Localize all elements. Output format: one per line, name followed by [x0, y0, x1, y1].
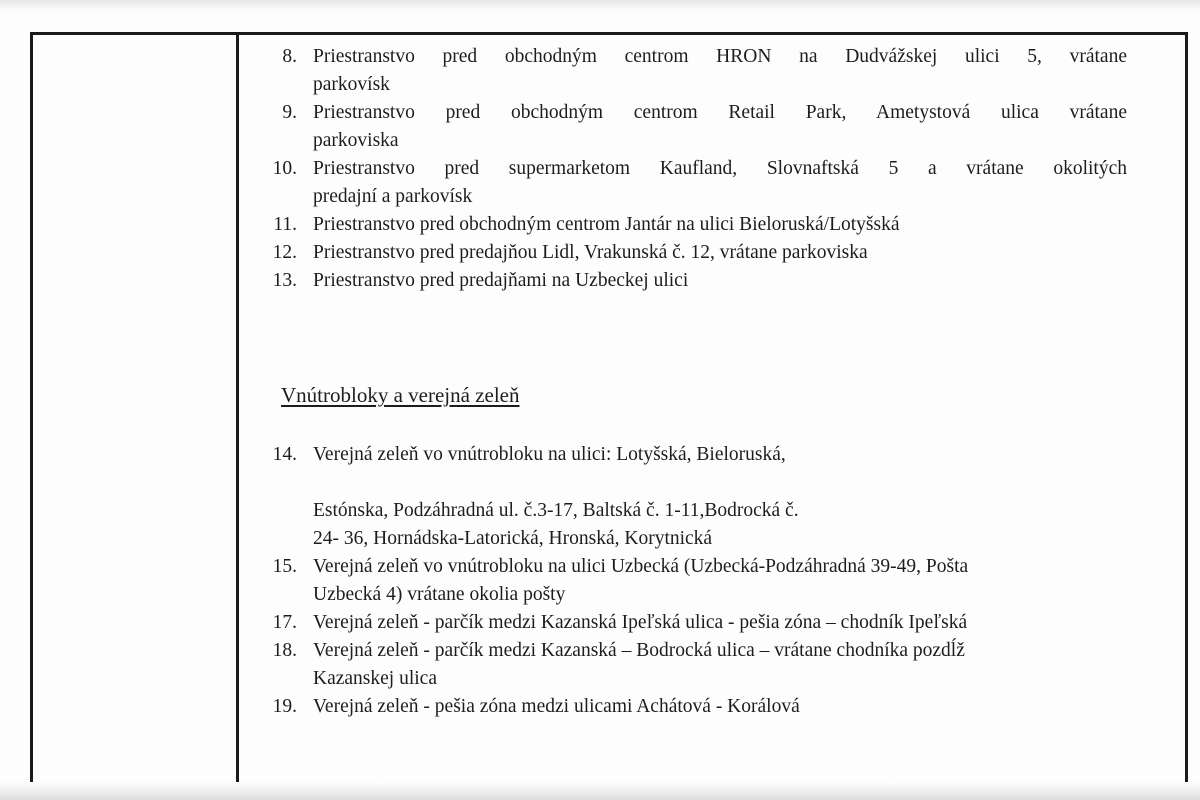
list-item [267, 609, 1147, 637]
list-item-text [313, 637, 1147, 693]
list-item-line: parkovísk [313, 74, 390, 95]
list-item [267, 211, 1127, 239]
document-content [239, 35, 1185, 721]
list-item-number: 18. [272, 640, 297, 661]
list-item-line: Verejná zeleň - parčík medzi Kazanská Ipeľská ulica - pešia zóna – chodník Ipeľská [313, 612, 968, 633]
list-section-two [267, 441, 1147, 721]
list-item [267, 99, 1127, 155]
list-item [267, 43, 1127, 99]
list-item [267, 553, 1147, 609]
list-item-line: Verejná zeleň vo vnútrobloku na ulici Uzbecká (Uzbecká-Podzáhradná 39-49, Pošta [313, 556, 969, 577]
list-item-line: Verejná zeleň - parčík medzi Kazanská – Bodrocká ulica – vrátane chodníka pozdĺž [313, 640, 965, 661]
list-item-text [313, 441, 1147, 553]
section-spacer [267, 295, 1167, 381]
list-item-number: 9. [282, 102, 297, 123]
list-item-text [313, 211, 1127, 239]
list-item-text [313, 267, 1127, 295]
list-item-number: 15. [272, 556, 297, 577]
list-item-number: 19. [272, 696, 297, 717]
list-item-text [313, 155, 1127, 211]
table-cell-right [239, 35, 1185, 787]
list-item-number: 17. [272, 612, 297, 633]
list-item-number: 11. [273, 214, 297, 235]
list-item-number: 13. [272, 270, 297, 291]
list-item-text [313, 99, 1127, 155]
list-item-blank-line [313, 469, 1147, 497]
list-item [267, 239, 1127, 267]
scan-edge-bottom [0, 782, 1200, 800]
list-section-one [267, 43, 1127, 295]
list-item-number: 8. [282, 46, 297, 67]
list-item-line: Priestranstvo pred predajňou Lidl, Vrakunská č. 12, vrátane parkoviska [313, 242, 868, 263]
scan-edge-top [0, 0, 1200, 14]
list-item [267, 267, 1127, 295]
list-item [267, 441, 1147, 553]
list-item-text [313, 43, 1127, 99]
list-item-line: Kazanskej ulica [313, 668, 437, 689]
list-item-line: parkoviska [313, 130, 399, 151]
list-item-line: Priestranstvo pred predajňami na Uzbeckej ulici [313, 270, 689, 291]
section-heading-wrap [281, 381, 1167, 409]
list-item-line: Uzbecká 4) vrátane okolia pošty [313, 584, 566, 605]
list-item-line: Priestranstvo pred supermarketom Kaufland, Slovnaftská 5 a vrátane okolitých [313, 158, 1127, 179]
list-item-line: predajní a parkovísk [313, 186, 473, 207]
list-item-text [313, 693, 1147, 721]
list-item [267, 693, 1147, 721]
list-item-text [313, 609, 1147, 637]
document-table [30, 32, 1188, 787]
list-item-number: 12. [272, 242, 297, 263]
list-item-text [313, 553, 1147, 609]
list-item-line: Verejná zeleň - pešia zóna medzi ulicami Achátová - Korálová [313, 696, 800, 717]
list-item [267, 637, 1147, 693]
section-heading: Vnútrobloky a verejná zeleň [281, 383, 520, 407]
list-item-line: Priestranstvo pred obchodným centrom HRON na Dudvážskej ulici 5, vrátane [313, 46, 1127, 67]
heading-spacer [267, 409, 1167, 441]
list-item-text [313, 239, 1127, 267]
table-cell-left [33, 35, 236, 787]
list-item-line: Verejná zeleň vo vnútrobloku na ulici: Lotyšská, Bieloruská, [313, 444, 786, 465]
list-item-line: 24- 36, Hornádska-Latorická, Hronská, Korytnická [313, 528, 713, 549]
list-item [267, 155, 1127, 211]
list-item-line: Estónska, Podzáhradná ul. č.3-17, Baltská č. 1-11,Bodrocká č. [313, 500, 799, 521]
list-item-number: 10. [272, 158, 297, 179]
list-item-line: Priestranstvo pred obchodným centrom Retail Park, Ametystová ulica vrátane [313, 102, 1127, 123]
list-item-number: 14. [272, 444, 297, 465]
list-item-line: Priestranstvo pred obchodným centrom Jantár na ulici Bieloruská/Lotyšská [313, 214, 900, 235]
